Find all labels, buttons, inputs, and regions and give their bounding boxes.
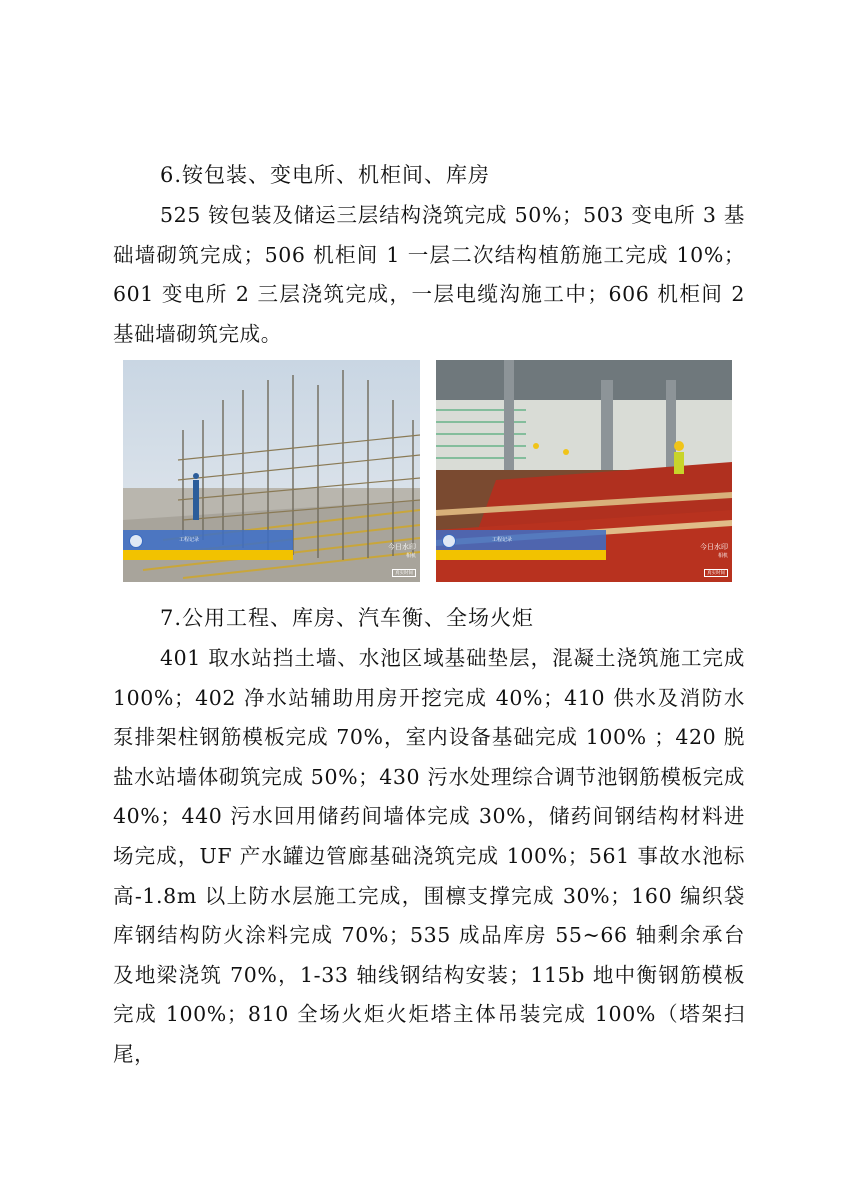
section-7-paragraph: 401 取水站挡土墙、水池区域基础垫层，混凝土浇筑施工完成 100%；402 净水站辅助用房开挖完成 40%；410 供水及消防水泵排架柱钢筋模板完成 70%，室内设备基础完成 100% ；420 脱盐水站墙体砌筑完成 50%；430 污水处理综合调节池钢筋模板完成 40%；440 污水回用储药间墙体完成 30%，储药间钢结构材料进场完成，UF 产水罐边管廊基础浇筑完成 100%；561 事故水池标高-1.8m 以上防水层施工完成，围檩支撑完成 30%；160 编织袋库钢结构防火涂料完成 70%；535 成品库房 55~66 轴剩余承台及地梁浇筑 70%，1-33 轴线钢结构安装；115b 地中衡钢筋模板完成 100%；810 全场火炬火炬塔主体吊装完成 100%（塔架扫尾， bbox=[113, 646, 745, 1066]
camera-stamp bbox=[700, 542, 728, 578]
camera-stamp bbox=[388, 542, 416, 578]
watermark-title: 工程记录 bbox=[179, 537, 200, 543]
stamp-brand: 今日水印 bbox=[700, 543, 728, 551]
stamp-camera: 相机 bbox=[717, 553, 728, 559]
stamp-time-badge: 真实时间 bbox=[704, 569, 728, 577]
watermark-header bbox=[123, 530, 293, 550]
section-6-paragraph: 525 铵包装及储运三层结构浇筑完成 50%；503 变电所 3 基础墙砌筑完成；506 机柜间 1 一层二次结构植筋施工完成 10%；601 变电所 2 三层浇筑完成，一层电缆沟施工中；606 机柜间 2 基础墙砌筑完成。 bbox=[113, 203, 746, 346]
section-6-heading: 6.铵包装、变电所、机柜间、库房 bbox=[160, 163, 491, 187]
company-logo-icon bbox=[442, 534, 456, 548]
stamp-brand: 今日水印 bbox=[388, 543, 416, 551]
section-7-heading: 7.公用工程、库房、汽车衡、全场火炬 bbox=[160, 606, 535, 630]
stamp-time-badge: 真实时间 bbox=[392, 569, 416, 577]
company-logo-icon bbox=[129, 534, 143, 548]
watermark-bar bbox=[123, 550, 293, 560]
scaffolding-photo bbox=[123, 360, 420, 582]
stamp-camera: 相机 bbox=[405, 553, 416, 559]
watermark-title: 工程记录 bbox=[492, 537, 513, 543]
formwork-photo bbox=[436, 360, 732, 582]
photo-watermark bbox=[436, 530, 606, 582]
watermark-bar bbox=[436, 550, 606, 560]
photo-watermark bbox=[123, 530, 293, 582]
watermark-header bbox=[436, 530, 606, 550]
